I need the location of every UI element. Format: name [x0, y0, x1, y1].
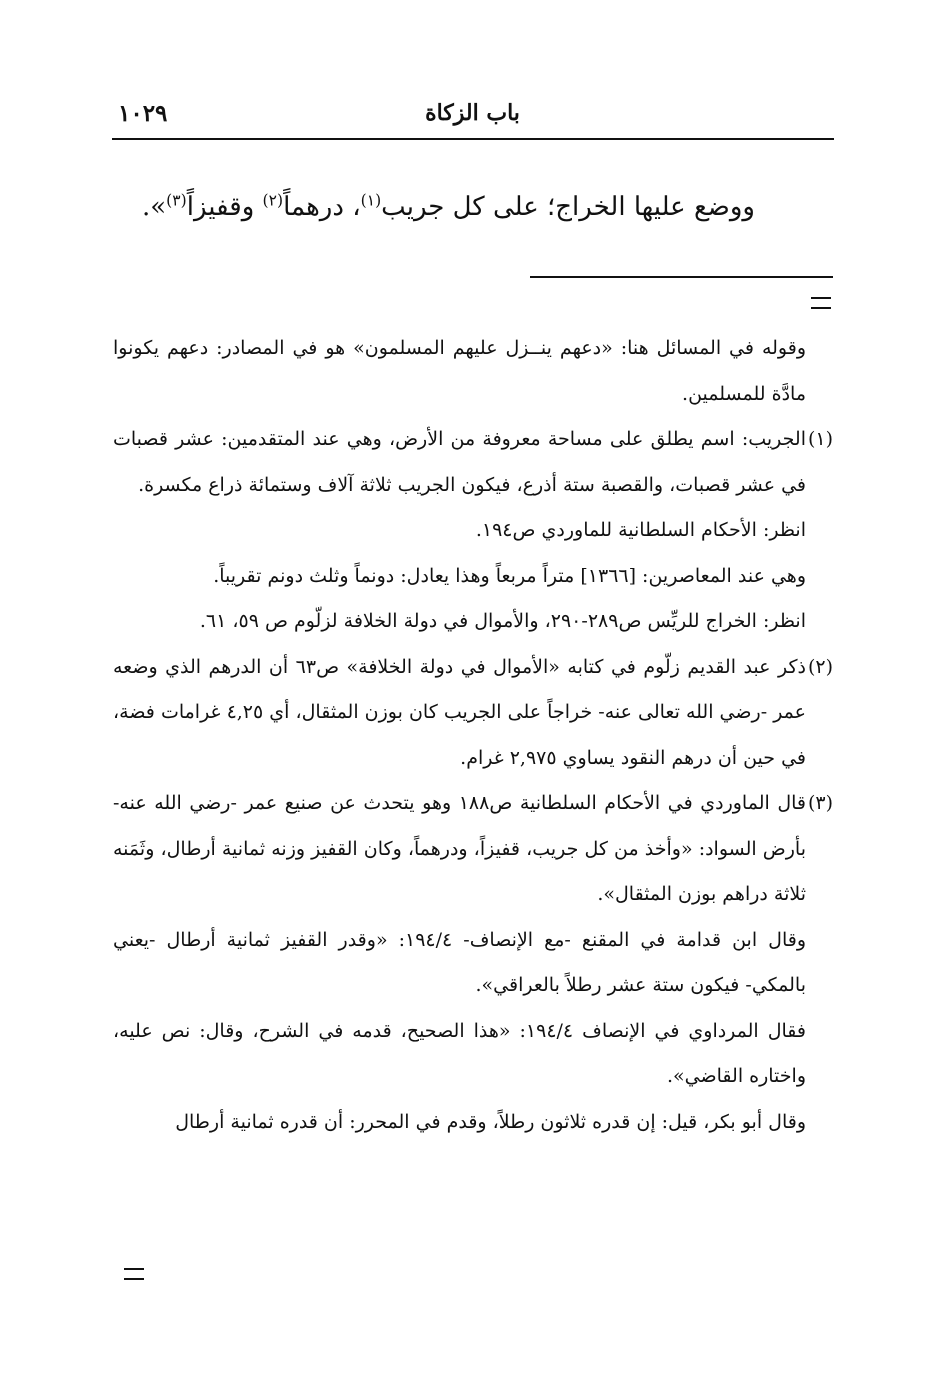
footnote-paragraph: انظر: الخراج للريِّس ص٢٨٩-٢٩٠، والأموال في دولة الخلافة لزلّوم ص ٥٩، ٦١. [199, 610, 806, 632]
footnote-paragraph: وهي عند المعاصرين: [١٣٦٦] متراً مربعاً وهذا يعادل: دونماً وثلث دونم تقريباً. [213, 564, 806, 587]
footnote-ref-1: (١) [360, 191, 382, 210]
footnote-paragraph: وقال ابن قدامة في المقنع -مع الإنصاف- ١٩٤/٤: «وقدر القفيز ثمانية أرطال -يعني بالمكي- فيكون ستة عشر رطلاً بالعراقي». [113, 928, 807, 996]
main-text [115, 182, 755, 232]
footnote-paragraph: انظر: الأحكام السلطانية للماوردي ص١٩٤. [475, 519, 806, 541]
footnote-number: (١) [807, 428, 833, 450]
footnote-2 [113, 645, 833, 782]
header-rule [112, 138, 834, 140]
footnote-number: (٢) [807, 655, 833, 678]
footnote-number: (٣) [807, 792, 833, 814]
footnote-separator [530, 276, 833, 278]
main-text-part: ووضع عليها الخراج؛ على كل جريب [381, 192, 755, 222]
main-text-part: وقفيزاً [186, 192, 263, 222]
footnote-paragraph: قال الماوردي في الأحكام السلطانية ص١٨٨ وهو يتحدث عن صنيع عمر -رضي الله عنه- بأرض السواد: «وأخذ من كل جريب، قفيزاً، ودرهماً، وكان القفيز وزنه ثمانية أرطال، وثَمَنه ثلاثة دراهم بوزن المثقال». [113, 792, 806, 905]
footnote-3 [113, 781, 833, 1145]
page-number: ١٠٢٩ [118, 100, 168, 127]
footnote-1 [113, 417, 833, 645]
footnote-ref-2: (٢) [262, 191, 284, 210]
footnote-continuation: وقوله في المسائل هنا: «دعهم ينــزل عليهم المسلمون» هو في المصادر: دعهم يكونوا مادَّة للمسلمين. [113, 337, 806, 405]
footnote-paragraph: ذكر عبد القديم زلّوم في كتابه «الأموال في دولة الخلافة» ص٦٣ أن الدرهم الذي وضعه عمر -رضي الله تعالى عنه- خراجاً على الجريب كان بوزن المثقال، أي ٤,٢٥ غرامات فضة، في حين أن درهم النقود يساوي ٢,٩٧٥ غرام. [113, 655, 806, 769]
footnotes [113, 326, 833, 1145]
footnote-ref-3: (٣) [166, 191, 187, 210]
continuation-mark-bottom [124, 1268, 144, 1280]
footnote-paragraph: الجريب: اسم يطلق على مساحة معروفة من الأرض، وهي عند المتقدمين: عشر قصبات في عشر قصبات، والقصبة ستة أذرع، فيكون الجريب ثلاثة آلاف وستمائة ذراع مكسرة. [113, 428, 806, 496]
running-header-title: باب الزكاة [425, 100, 520, 126]
continuation-mark-top [811, 297, 831, 309]
footnote-paragraph: فقال المرداوي في الإنصاف ١٩٤/٤: «هذا الصحيح، قدمه في الشرح، وقال: نص عليه، واختاره القاضي». [113, 1019, 806, 1087]
main-text-part: ». [141, 192, 167, 222]
main-text-part: ، درهماً [283, 192, 361, 222]
footnote-paragraph: وقال أبو بكر، قيل: إن قدره ثلاثون رطلاً، وقدم في المحرر: أن قدره ثمانية أرطال [175, 1110, 806, 1133]
